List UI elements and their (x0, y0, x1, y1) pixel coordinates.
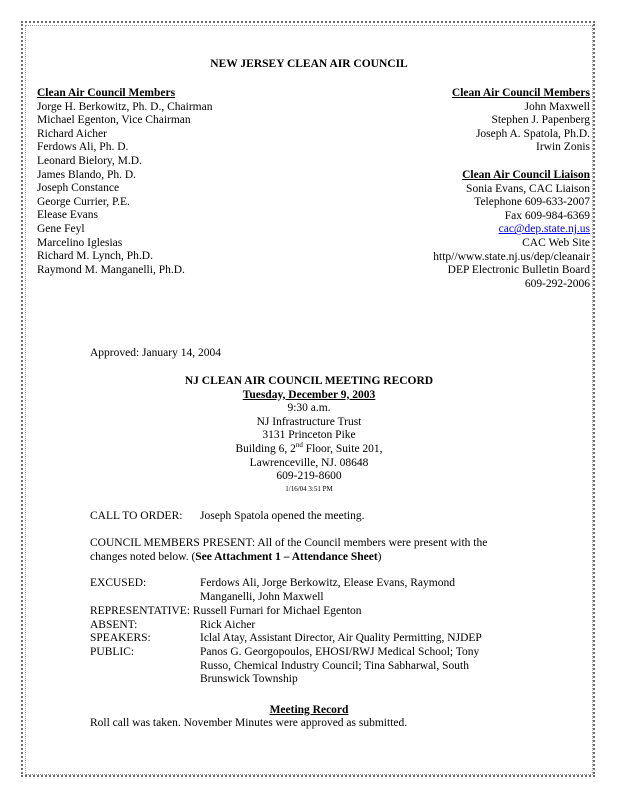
member-item: Irwin Zonis (536, 141, 590, 154)
liaison-email-link[interactable]: cac@dep.state.nj.us (498, 223, 590, 236)
meeting-record-heading: Meeting Record (269, 704, 349, 716)
liaison-name: Sonia Evans, CAC Liaison (466, 182, 590, 195)
council-present-line2: changes noted below. (See Attachment 1 – Attendance Sheet) (90, 550, 382, 563)
bulletin-board-label: DEP Electronic Bulletin Board (447, 264, 590, 277)
web-site-url: http//www.state.nj.us/dep/cleanair (433, 250, 590, 263)
web-site-label: CAC Web Site (522, 236, 590, 249)
member-item: Leonard Bielory, M.D. (37, 154, 142, 167)
member-item: Jorge H. Berkowitz, Ph. D., Chairman (37, 100, 213, 113)
member-item: Joseph Constance (37, 182, 120, 195)
members-left-heading: Clean Air Council Members (37, 87, 176, 99)
member-item: Richard M. Lynch, Ph.D. (37, 250, 153, 263)
member-item: Elease Evans (37, 209, 98, 222)
member-item: Raymond M. Manganelli, Ph.D. (37, 263, 185, 276)
record-venue: NJ Infrastructure Trust (256, 415, 362, 428)
member-item: Gene Feyl (37, 222, 85, 235)
record-title: NJ CLEAN AIR COUNCIL MEETING RECORD (184, 375, 434, 387)
member-item: Joseph A. Spatola, Ph.D. (475, 127, 590, 140)
member-item: James Blando, Ph. D. (37, 168, 137, 181)
record-date: Tuesday, December 9, 2003 (242, 388, 376, 401)
council-present (90, 537, 530, 564)
attachment-reference: See Attachment 1 – Attendance Sheet (195, 550, 378, 563)
record-city: Lawrenceville, NJ. 08648 (249, 456, 369, 469)
members-right-column (330, 87, 590, 291)
member-item: Ferdows Ali, Ph. D. (37, 141, 129, 154)
council-title: NEW JERSEY CLEAN AIR COUNCIL (210, 58, 408, 70)
liaison-telephone: Telephone 609-633-2007 (474, 196, 590, 209)
record-time: 9:30 a.m. (287, 402, 331, 415)
member-item: Michael Egenton, Vice Chairman (37, 114, 191, 127)
record-stamp: 1/16/04 3:51 PM (285, 484, 333, 493)
liaison-fax: Fax 609-984-6369 (504, 209, 590, 222)
liaison-heading: Clean Air Council Liaison (462, 168, 590, 181)
member-item: Stephen J. Papenberg (491, 114, 590, 127)
call-to-order-text: Joseph Spatola opened the meeting. (200, 510, 365, 522)
member-item: Marcelino Iglesias (37, 236, 123, 249)
speakers-label: SPEAKERS: (90, 632, 151, 644)
members-left-column (37, 87, 297, 277)
meeting-record-text: Roll call was taken. November Minutes were approved as submitted. (90, 717, 408, 729)
excused-label: EXCUSED: (90, 577, 147, 589)
representative-text: REPRESENTATIVE: Russell Furnari for Michael Egenton (90, 605, 362, 617)
absent-names: Rick Aicher (200, 619, 256, 631)
absent-label: ABSENT: (90, 619, 138, 631)
call-to-order-label: CALL TO ORDER: (90, 510, 183, 522)
record-phone: 609-219-8600 (276, 470, 342, 483)
excused-names-1: Ferdows Ali, Jorge Berkowitz, Elease Evans, Raymond (200, 577, 455, 589)
bulletin-board-phone: 609-292-2006 (524, 277, 590, 290)
speakers-names: Iclal Atay, Assistant Director, Air Quality Permitting, NJDEP (200, 632, 482, 644)
public-names-3: Brunswick Township (200, 673, 298, 686)
public-names-2: Russo, Chemical Industry Council; Tina Sabharwal, South (200, 659, 469, 672)
record-street: 3131 Princeton Pike (262, 429, 356, 442)
member-item: George Currier, P.E. (37, 195, 130, 208)
member-item: John Maxwell (524, 100, 590, 113)
approved-line: Approved: January 14, 2004 (90, 347, 221, 359)
member-item: Richard Aicher (37, 127, 107, 140)
public-label: PUBLIC: (90, 646, 135, 658)
meeting-header (0, 375, 618, 494)
record-building: Building 6, 2nd Floor, Suite 201, (235, 441, 383, 455)
excused-names-2: Manganelli, John Maxwell (200, 590, 324, 603)
public-names-1: Panos G. Georgopoulos, EHOSI/RWJ Medical School; Tony (200, 646, 480, 658)
council-present-line1: COUNCIL MEMBERS PRESENT: All of the Council members were present with the (90, 537, 488, 549)
members-right-heading: Clean Air Council Members (451, 87, 590, 99)
